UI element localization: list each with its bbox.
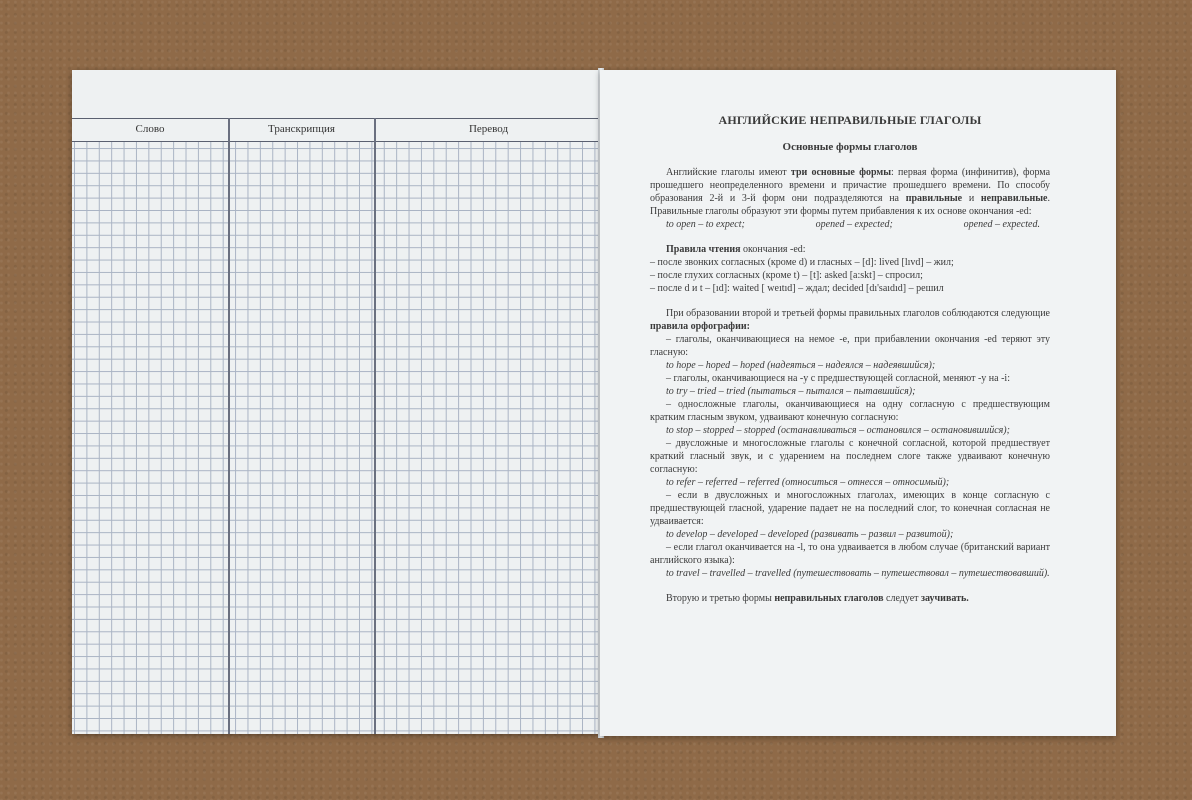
vocabulary-table-header [72,118,602,142]
right-text-page [600,70,1116,736]
reading-rules-heading: Правила чтения окончания -ed: [666,244,806,255]
example-line: to stop – stopped – stopped (останавливаться – остановился – остановившийся); [666,425,1010,436]
grammar-text [650,114,1050,605]
page-title: АНГЛИЙСКИЕ НЕПРАВИЛЬНЫЕ ГЛАГОЛЫ [718,113,982,127]
rule-line: – если в двусложных и многосложных глаголах, имеющих в конце согласную с предшествующей гласной, ударение падает не на последний слог, то конечная согласная не удваивается: [650,490,1050,527]
example-line: to refer – referred – referred (относиться – отнесся – относимый); [666,477,950,488]
header-transcription: Транскрипция [229,119,375,141]
reading-rule: – после d и t – [ıd]: waited [ weıtıd] – ждал; decided [dı'saıdıd] – решил [650,283,944,294]
reading-rule: – после звонких согласных (кроме d) и гласных – [d]: lived [lıvd] – жил; [650,257,954,268]
column-divider [374,118,376,734]
spelling-paragraph: При образовании второй и третьей формы правильных глаголов соблюдаются следующие правила орфографии: [650,308,1050,332]
rule-line: – односложные глаголы, оканчивающиеся на одну согласную с предшествующим кратким гласным звуком, удваивают конечную согласную: [650,399,1050,423]
header-translation: Перевод [468,123,509,135]
rule-line: – глаголы, оканчивающиеся на -y с предшествующей согласной, меняют -y на -i: [666,373,1010,384]
left-notebook-page [72,70,602,734]
rule-line: – двусложные и многосложные глаголы с конечной согласной, которой предшествует краткий гласный звук, и с ударением на последнем слоге также удваивают конечную согласную: [650,438,1050,475]
example-line: to develop – developed – developed (развивать – развил – развитой); [666,529,954,540]
example-line: to open – to expect; opened – expected; opened – expected. [666,219,1040,230]
rule-line: – если глагол оканчивается на -l, то она удваивается в любом случае (британский вариант английского языка): [650,542,1050,566]
rule-line: – глаголы, оканчивающиеся на немое -е, при прибавлении окончания -ed теряют эту гласную: [650,334,1050,358]
example-line: to travel – travelled – travelled (путешествовать – путешествовал – путешествовавший). [666,568,1050,579]
final-note: Вторую и третью формы неправильных глаголов следует заучивать. [666,593,969,604]
page-top-margin [72,70,602,118]
reading-rule: – после глухих согласных (кроме t) – [t]: asked [a:skt] – спросил; [650,270,923,281]
intro-paragraph: Английские глаголы имеют три основные формы: первая форма (инфинитив), форма прошедшего неопределенного времени и причастие прошедшего времени. По способу образования 2-й и 3-й форм они подразделяются на правильные и неправильные. Правильные глаголы образуют эти формы путем прибавления к их основе окончания -ed: [650,167,1051,217]
section-subtitle: Основные формы глаголов [782,141,918,153]
example-line: to hope – hoped – hoped (надеяться – надеялся – надеявшийся); [666,360,936,371]
example-line: to try – tried – tried (пытаться – пытался – пытавшийся); [666,386,916,397]
header-word: Слово [72,119,229,141]
column-divider [228,118,230,734]
